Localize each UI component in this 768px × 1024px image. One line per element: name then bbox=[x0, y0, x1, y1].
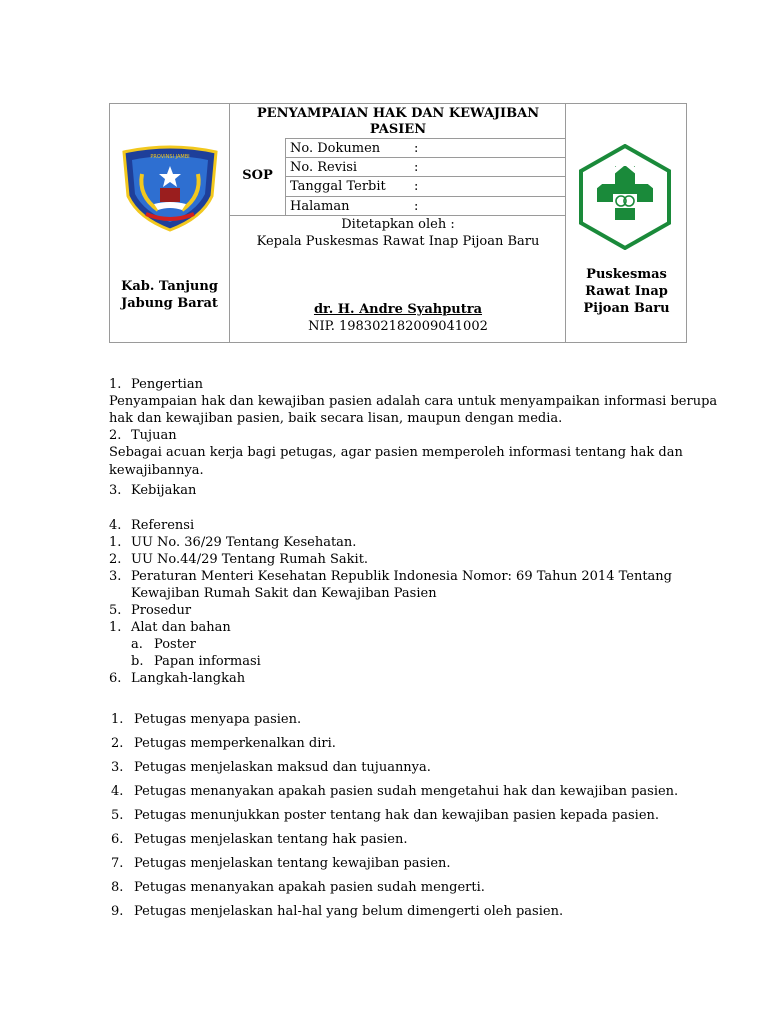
tool-item: Poster bbox=[154, 637, 196, 652]
meta-row-document-no: No. Dokumen : bbox=[290, 141, 419, 156]
step-item: Petugas menanyakan apakah pasien sudah mengetahui hak dan kewajiban pasien. bbox=[134, 784, 679, 799]
step-item: Petugas menanyakan apakah pasien sudah mengerti. bbox=[134, 880, 485, 895]
section-number: 4. bbox=[109, 518, 122, 533]
step-item: Petugas menjelaskan tentang kewajiban pasien. bbox=[134, 856, 451, 871]
step-item: Petugas menyapa pasien. bbox=[134, 712, 302, 727]
meta-row-revision: No. Revisi : bbox=[290, 160, 419, 175]
section-heading-prosedur: Prosedur bbox=[131, 603, 192, 618]
section-number: 2. bbox=[109, 428, 122, 443]
list-letter: b. bbox=[131, 654, 144, 669]
signer-nip: NIP. 198302182009041002 bbox=[308, 319, 488, 334]
section-number: 3. bbox=[109, 483, 122, 498]
list-number: 3. bbox=[109, 569, 122, 584]
sop-label: SOP bbox=[242, 168, 273, 183]
regency-emblem-logo bbox=[120, 144, 220, 234]
paragraph-line: hak dan kewajiban pasien, baik secara lisan, maupun dengan media. bbox=[109, 411, 563, 426]
reference-item: UU No. 36/29 Tentang Kesehatan. bbox=[131, 535, 357, 550]
step-number: 6. bbox=[111, 832, 124, 847]
document-title: PENYAMPAIAN HAK DAN KEWAJIBAN PASIEN bbox=[256, 106, 540, 137]
tool-item: Papan informasi bbox=[154, 654, 261, 669]
signature-block bbox=[230, 301, 566, 335]
step-number: 1. bbox=[111, 712, 124, 727]
step-item: Petugas menjelaskan maksud dan tujuannya. bbox=[134, 760, 431, 775]
puskesmas-logo bbox=[577, 144, 673, 250]
step-item: Petugas menjelaskan tentang hak pasien. bbox=[134, 832, 408, 847]
paragraph-line: Sebagai acuan kerja bagi petugas, agar pasien memperoleh informasi tentang hak dan bbox=[109, 445, 683, 460]
section-heading-referensi: Referensi bbox=[131, 518, 195, 533]
section-heading-langkah: Langkah-langkah bbox=[131, 671, 246, 686]
meta-row-issue-date: Tanggal Terbit : bbox=[290, 179, 419, 194]
section-heading-kebijakan: Kebijakan bbox=[131, 483, 197, 498]
reference-item: UU No.44/29 Tentang Rumah Sakit. bbox=[131, 552, 369, 567]
step-number: 7. bbox=[111, 856, 124, 871]
step-item: Petugas menjelaskan hal-hal yang belum dimengerti oleh pasien. bbox=[134, 904, 564, 919]
paragraph-line: kewajibannya. bbox=[109, 463, 204, 478]
step-number: 5. bbox=[111, 808, 124, 823]
svg-text:PROVINSI JAMBI: PROVINSI JAMBI bbox=[150, 154, 190, 160]
reference-item: Peraturan Menteri Kesehatan Republik Indonesia Nomor: 69 Tahun 2014 Tentang bbox=[131, 569, 672, 584]
list-number: 1. bbox=[109, 535, 122, 550]
list-letter: a. bbox=[131, 637, 143, 652]
step-number: 8. bbox=[111, 880, 124, 895]
subheading-tools: Alat dan bahan bbox=[131, 620, 231, 635]
step-number: 2. bbox=[111, 736, 124, 751]
paragraph-line: Penyampaian hak dan kewajiban pasien adalah cara untuk menyampaikan informasi berupa bbox=[109, 394, 718, 409]
step-number: 9. bbox=[111, 904, 124, 919]
list-number: 2. bbox=[109, 552, 122, 567]
section-heading-tujuan: Tujuan bbox=[131, 428, 177, 443]
section-number: 5. bbox=[109, 603, 122, 618]
signer-name: dr. H. Andre Syahputra bbox=[313, 302, 483, 317]
puskesmas-name: Puskesmas Rawat Inap Pijoan Baru bbox=[583, 267, 670, 316]
step-number: 4. bbox=[111, 784, 124, 799]
reference-item-cont: Kewajiban Rumah Sakit dan Kewajiban Pasien bbox=[131, 586, 437, 601]
list-number: 1. bbox=[109, 620, 122, 635]
regency-name: Kab. Tanjung Jabung Barat bbox=[121, 279, 218, 311]
section-heading-pengertian: Pengertian bbox=[131, 377, 203, 392]
meta-row-page: Halaman : bbox=[290, 199, 419, 214]
section-number: 6. bbox=[109, 671, 122, 686]
step-number: 3. bbox=[111, 760, 124, 775]
step-item: Petugas menunjukkan poster tentang hak dan kewajiban pasien kepada pasien. bbox=[134, 808, 660, 823]
section-number: 1. bbox=[109, 377, 122, 392]
approval-block: Ditetapkan oleh : Kepala Puskesmas Rawat Inap Pijoan Baru bbox=[256, 217, 540, 249]
sop-header-table bbox=[109, 103, 687, 343]
step-item: Petugas memperkenalkan diri. bbox=[134, 736, 336, 751]
